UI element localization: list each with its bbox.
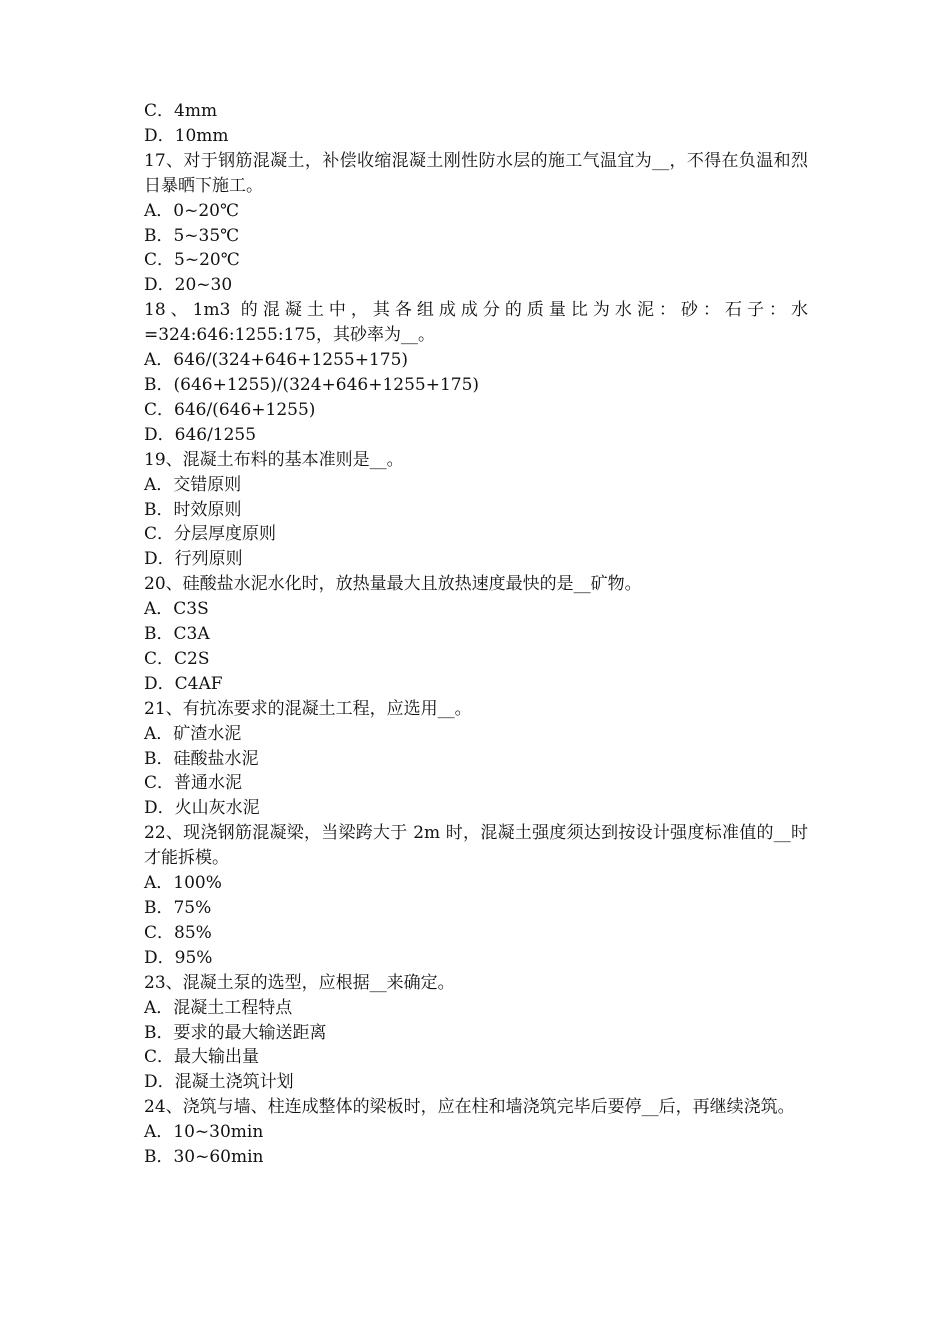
answer-option: B．C3A bbox=[144, 624, 210, 645]
answer-option: D．20~30 bbox=[144, 275, 233, 296]
question-text: 20、硅酸盐水泥水化时，放热量最大且放热速度最快的是__矿物。 bbox=[144, 574, 642, 595]
answer-option: D．混凝土浇筑计划 bbox=[144, 1072, 294, 1093]
answer-option: C．分层厚度原则 bbox=[144, 524, 277, 545]
answer-option: A．混凝土工程特点 bbox=[144, 997, 293, 1018]
answer-option: B．5~35℃ bbox=[144, 225, 240, 246]
answer-option: D．行列原则 bbox=[144, 549, 243, 570]
answer-option: D．10mm bbox=[144, 125, 229, 146]
question-text: 22、现浇钢筋混凝梁，当梁跨大于 2m 时，混凝土强度须达到按设计强度标准值的__时才能拆模。 bbox=[144, 823, 808, 869]
answer-option: A．646/(324+646+1255+175) bbox=[144, 350, 409, 371]
answer-option: A．交错原则 bbox=[144, 474, 242, 495]
answer-option: C．普通水泥 bbox=[144, 773, 243, 794]
answer-option: B．时效原则 bbox=[144, 499, 242, 520]
answer-option: C．5~20℃ bbox=[144, 250, 240, 271]
answer-option: A．10~30min bbox=[144, 1122, 264, 1143]
answer-option: B．(646+1255)/(324+646+1255+175) bbox=[144, 374, 480, 395]
answer-option: C．85% bbox=[144, 922, 212, 943]
answer-option: B．30~60min bbox=[144, 1147, 264, 1168]
answer-option: C．最大输出量 bbox=[144, 1047, 260, 1068]
question-text: 17、对于钢筋混凝土，补偿收缩混凝土刚性防水层的施工气温宜为__，不得在负温和烈日暴晒下施工。 bbox=[144, 150, 808, 196]
answer-option: A．矿渣水泥 bbox=[144, 723, 242, 744]
question-text: 23、混凝土泵的选型，应根据__来确定。 bbox=[144, 972, 455, 993]
answer-option: A．0~20℃ bbox=[144, 200, 239, 221]
question-list bbox=[144, 99, 808, 1170]
answer-option: C．646/(646+1255) bbox=[144, 399, 316, 420]
answer-option: B．硅酸盐水泥 bbox=[144, 748, 259, 769]
answer-option: D．C4AF bbox=[144, 673, 223, 694]
answer-option: A．C3S bbox=[144, 599, 209, 620]
answer-option: C．C2S bbox=[144, 648, 210, 669]
answer-option: C．4mm bbox=[144, 101, 218, 121]
answer-option: D．95% bbox=[144, 947, 213, 968]
answer-option: D．646/1255 bbox=[144, 424, 257, 445]
answer-option: D．火山灰水泥 bbox=[144, 798, 260, 819]
answer-option: B．75% bbox=[144, 898, 212, 918]
answer-option: A．100% bbox=[144, 873, 222, 894]
question-text: 21、有抗冻要求的混凝土工程，应选用__。 bbox=[144, 698, 472, 719]
question-text: 18、1m3 的混凝土中，其各组成成分的质量比为水泥：砂：石子：水=324:646:1255:175，其砂率为__。 bbox=[144, 300, 808, 346]
question-text: 19、混凝土布料的基本准则是__。 bbox=[144, 449, 404, 470]
answer-option: B．要求的最大输送距离 bbox=[144, 1022, 327, 1043]
question-text: 24、浇筑与墙、柱连成整体的梁板时，应在柱和墙浇筑完毕后要停__后，再继续浇筑。 bbox=[144, 1097, 795, 1118]
